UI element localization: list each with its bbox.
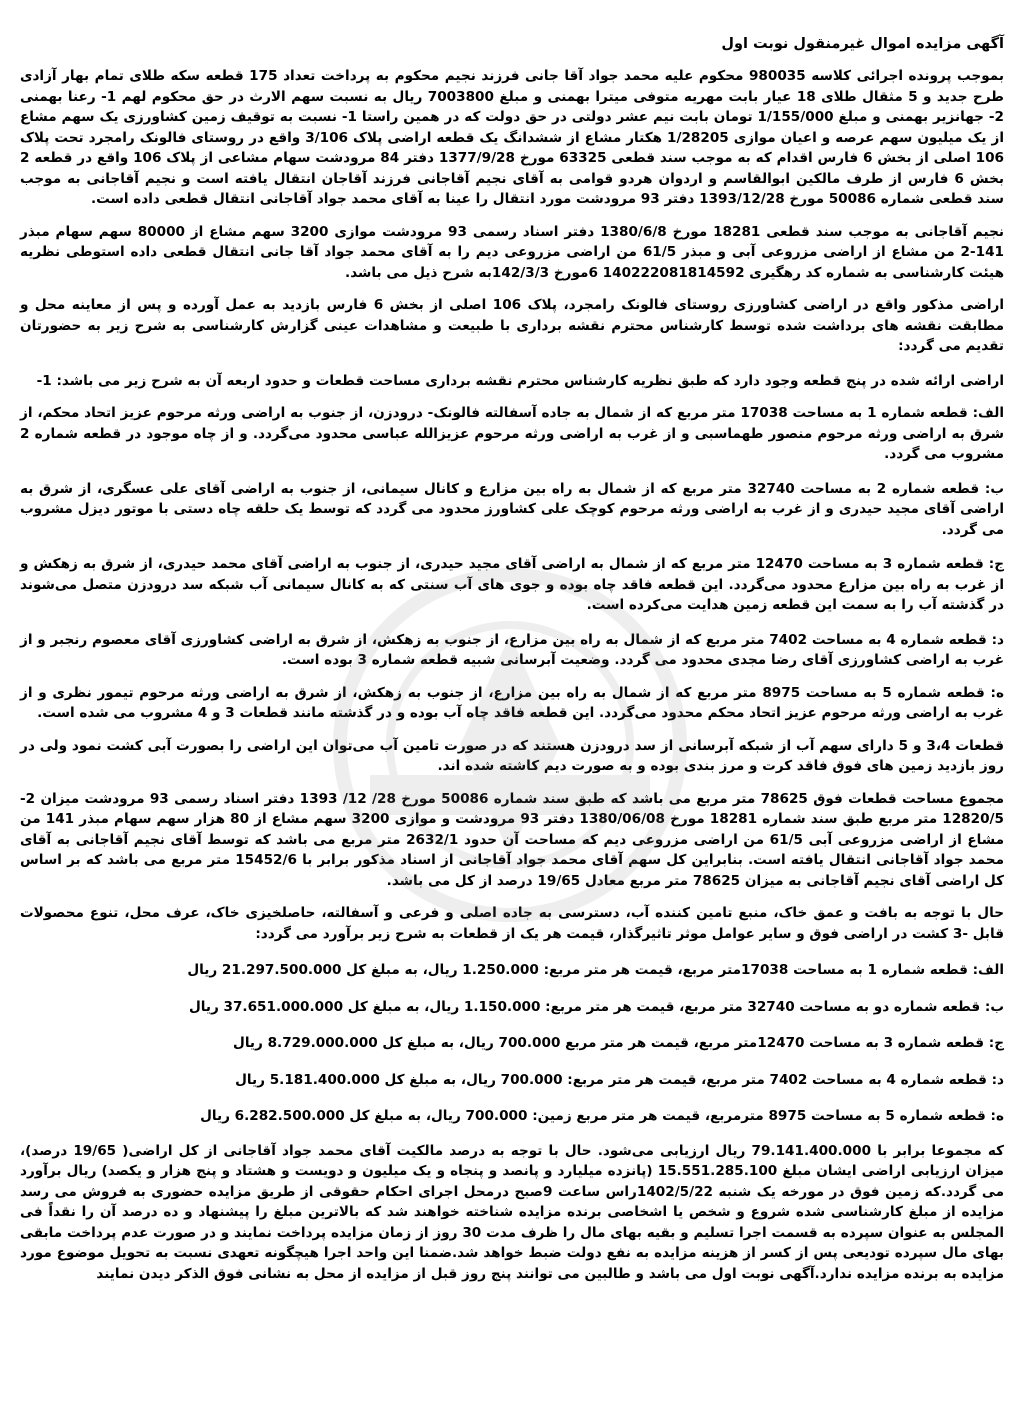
paragraph-intro: بموجب پرونده اجرائی کلاسه 980035 محکوم علیه محمد جواد آقا جانی فرزند نجیم محکوم به پرداخت تعداد 175 قطعه سکه طلای تمام بهار آزادی طرح جدید و 5 مثقال طلای 18 عیار بابت مهریه متوفی میترا بهمنی و مبلغ 7003800 ریال به نسبت سهم الارث در حق محکوم لهم 1- رعنا بهمنی 2- جهانزیر بهمنی و مبلغ 1/155/000 تومان بابت نیم عشر دولتی در حق دولت که در همین راستا 1- نسبت به توقیف زمین کشاورزی یک سهم مشاع از یک میلیون سهم عرصه و اعیان موازی 1/28205 هکتار مشاع از ششدانگ یک قطعه اراضی پلاک 3/106 واقع در روستای فالونک رامجرد تحت پلاک 106 اصلی از بخش 6 فارس اقدام که به موجب سند قطعی 63325 مورخ 1377/9/28 دفتر 84 مرودشت سهام مشاعی از پلاک 106 واقع در قطعه 2 بخش 6 فارس از طرف مالکین ابوالقاسم و اردوان هردو قوامی به آقای نجیم آقاجانی فرزند آقاجان انتقال یافته است و نجیم آقاجانی به موجب سند قطعی شماره 50086 مورخ 1393/12/28 دفتر 93 مرودشت مورد انتقال را عینا به آقای محمد جواد آقاجانی انتقال قطعی داده است. bbox=[20, 68, 1005, 207]
paragraph-water-rights: قطعات 3،4 و 5 دارای سهم آب از شبکه آبرسانی از سد درودزن هستند که در صورت تامین آب می‌توان این اراضی را بصورت آبی کشت نمود ولی در روز بازدید زمین های فوق فاقد کرت و مرز بندی بوده و به صورت دیم کاشته شده اند. bbox=[20, 737, 1004, 774]
paragraph-total-area: مجموع مساحت قطعات فوق 78625 متر مربع می باشد که طبق سند شماره 50086 مورخ 28/ 12/ 1393 دفتر اسناد رسمی 93 مرودشت میزان 2- 12820/5 متر مربع طبق سند شماره 18281 مورخ 1380/06/08 دفتر 93 مرودشت و موازی 3200 سهم مشاع از 80 هزار سهم سهام مبذر 141 من مشاع از اراضی مزروعی آبی 61/5 من اراضی مزروعی دیم که مساحت آن حدود 2632/1 متر مربع می باشد که توسط آقای نجیم آقاجانی به آقای محمد جواد آقاجانی انتقال یافته است. بنابراین کل سهم آقای محمد جواد آقاجانی از اسناد مذکور برابر با 15452/6 متر مربع می باشد که بر اساس کل اراضی آقای نجیم آقاجانی به میزان 78625 متر مربع معادل 19/65 درصد از کل می باشد. bbox=[20, 790, 1005, 889]
paragraph-parcel-4: د: قطعه شماره 4 به مساحت 7402 متر مربع که از شمال به راه بین مزارع، از جنوب به زهکش، از شرق به اراضی کشاورزی آقای معصوم رنجبر و از غرب به اراضی کشاورزی آقای رضا مجدی محدود می گردد. وضعیت آبرسانی شبیه قطعه شماره 3 بوده است. bbox=[20, 631, 1005, 668]
paragraph-parcel-2: ب: قطعه شماره 2 به مساحت 32740 متر مربع که از شمال به راه بین مزارع و کانال سیمانی، از جنوب به اراضی آقای علی عسگری، از شرق به اراضی آقای مجید حیدری و از غرب به اراضی ورثه مرحوم کوچک علی کشاورز محدود می گردد که توسط یک حلقه چاه دستی با موتور دیزل مشروب می گردد. bbox=[20, 480, 1005, 538]
price-item: ب: قطعه شماره دو به مساحت 32740 متر مربع، قیمت هر متر مربع: 1.150.000 ریال، به مبلغ کل 37.651.000.000 ریال bbox=[188, 998, 1004, 1015]
paragraph-inspection: اراضی مذکور واقع در اراضی کشاورزی روستای فالونک رامجرد، پلاک 106 اصلی از بخش 6 فارس بازدید به عمل آورده و پس از معاینه محل و مطابقت نقشه های برداشت شده توسط کارشناس محترم نقشه برداری با طبیعت و مشاهدات عینی گزارش کارشناسی به شرح زیر به حضورتان تقدیم می گردد: bbox=[20, 297, 1005, 354]
paragraph-parcels-intro: اراضی ارائه شده در پنج قطعه وجود دارد که طبق نظریه کارشناس محترم نقشه برداری مساحت قطعات و حدود اربعه آن به شرح زیر می باشد: 1- bbox=[36, 372, 1004, 389]
price-item: الف: قطعه شماره 1 به مساحت 17038متر مربع، قیمت هر متر مربع: 1.250.000 ریال، به مبلغ کل 21.297.500.000 ریال bbox=[187, 962, 1004, 978]
paragraph-parcel-3: ج: قطعه شماره 3 به مساحت 12470 متر مربع که از شمال به اراضی آقای مجید حیدری، از جنوب به اراضی آقای محمد حیدری، از شرق به زهکش و از غرب به راه بین مزارع محدود می‌گردد. این قطعه فاقد چاه بوده و جوی های آب سنتی که به کانال سیمانی آب شبکه سد درودزن متصل می‌شوند در گذشته آب را به سمت این قطعه زمین هدایت می‌کرده است. bbox=[20, 556, 1004, 613]
paragraph-transfer: نجیم آقاجانی به موجب سند قطعی 18281 مورخ 1380/6/8 دفتر اسناد رسمی 93 مرودشت موازی 3200 سهم مشاع از 80000 سهم سهام مبذر 141-2 من مشاع از اراضی مزروعی آبی و مبذر 61/5 من اراضی مزروعی دیم را به آقای محمد جواد آقا جانی انتقال قطعی داده استوطی نظریه هیئت کارشناسی به شماره کد رهگیری 140222081814592 6مورخ 142/3/3به شرح ذیل می باشد. bbox=[20, 223, 1004, 281]
price-item: د: قطعه شماره 4 به مساحت 7402 متر مربع، قیمت هر متر مربع: 700.000 ریال، به مبلغ کل 5.181.400.000 ریال bbox=[235, 1071, 1004, 1088]
paragraph-parcel-1: الف: قطعه شماره 1 به مساحت 17038 متر مربع که از شمال به جاده آسفالته فالونک- درودزن، از جنوب به اراضی ورثه مرحوم عزیز اتحاد محکم، از شرق به اراضی ورثه مرحوم منصور طهماسبی و از غرب به اراضی ورثه مرحوم عزیزالله عباسی محدود می‌گردد. و از چاه موجود در قطعه شماره 2 مشروب می گردد. bbox=[20, 405, 1004, 462]
price-list bbox=[20, 960, 1004, 1127]
paragraph-closing: که مجموعا برابر با 79.141.400.000 ریال ارزیابی می‌شود. حال با توجه به درصد مالکیت آقای محمد جواد آقاجانی از کل اراضی( 19/65 درصد)، میزان ارزیابی اراضی ایشان مبلغ 15.551.285.100 (پانزده میلیارد و پانصد و پنجاه و یک میلیون و دویست و هشتاد و پنج هزار و یکصد) ریال برآورد می گردد.که زمین فوق در مورخه یک شنبه 1402/5/22راس ساعت 9صبح درمحل اجرای احکام حقوقی از طریق مزایده حضوری به فروش می رسد مزایده از مبلغ کارشناسی شده شروع و شخص یا اشخاصی برنده مزایده شناخته خواهند شد که بالاترین مبلغ را پیشنهاد و ده درصد آن را نقداً فی المجلس به عنوان سپرده به قسمت اجرا تسلیم و بقیه بهای مال را ظرف مدت 30 روز از زمان مزایده پرداخت نمایند و در صورت عدم پرداخت مابقی بهای مال سپرده تودیعی پس از کسر از هزینه مزایده به نفع دولت ضبط خواهد شد.ضمنا این واحد اجرا هیچگونه تعهدی نسبت به تحویل موضوع مورد مزایده به برنده مزایده ندارد.آگهی نوبت اول می باشد و طالبین می توانند پنج روز قبل از مزایده از محل به نشانی فوق الذکر دیدن نمایند bbox=[20, 1142, 1004, 1282]
paragraph-parcel-5: ه: قطعه شماره 5 به مساحت 8975 متر مربع که از شمال به راه بین مزارع، از جنوب به زهکش، از شرق به اراضی ورثه مرحوم تیمور نظری و از غرب به اراضی ورثه مرحوم عزیز اتحاد محکم محدود می‌گردد. این قطعه فاقد چاه آب بوده و در گذشته مانند قطعات 3 و 4 مشروب می شده است. bbox=[20, 684, 1005, 721]
paragraph-valuation-intro: حال با توجه به بافت و عمق خاک، منبع تامین کننده آب، دسترسی به جاده اصلی و فرعی و آسفالته، حاصلخیزی خاک، عرف محل، تنوع محصولات قابل -3 کشت در اراضی فوق و سایر عوامل موثر تاثیرگذار، قیمت هر یک از قطعات به شرح زیر برآورد می گردد: bbox=[20, 905, 1004, 942]
price-item: ج: قطعه شماره 3 به مساحت 12470متر مربع، قیمت هر متر مربع 700.000 ریال، به مبلغ کل 8.729.000.000 ریال bbox=[233, 1035, 1004, 1051]
price-item: ه: قطعه شماره 5 به مساحت 8975 مترمربع، قیمت هر متر مربع زمین: 700.000 ریال، به مبلغ کل 6.282.500.000 ریال bbox=[200, 1108, 1004, 1124]
notice-title: آگهی مزایده اموال غیرمنقول نوبت اول bbox=[721, 36, 1004, 52]
